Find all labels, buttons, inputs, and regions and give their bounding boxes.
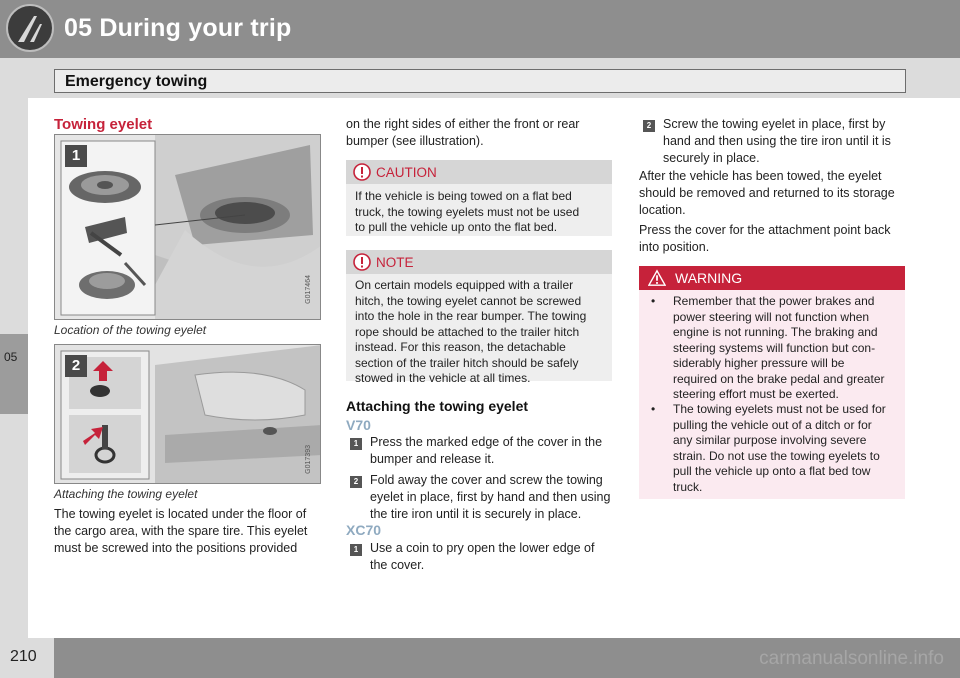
text-line: If the vehicle is being towed on a flat bed [355, 189, 572, 203]
press-cover-paragraph [639, 222, 911, 256]
after-towing-paragraph [639, 168, 911, 219]
bullet-dot-icon: • [651, 294, 656, 308]
figure-number-badge: 1 [65, 145, 87, 167]
text-line: Screw the towing eyelet in place, first by [663, 117, 886, 131]
text-line: power steering will not function when [673, 309, 870, 324]
figure-caption: Location of the towing eyelet [54, 323, 207, 337]
text-line: into position. [639, 240, 710, 254]
step-number-badge: 1 [350, 438, 362, 450]
text-line: the cargo area, with the spare tire. This eyelet [54, 524, 308, 538]
text-line: hitch, the towing eyelet cannot be screwed [355, 293, 582, 308]
warning-bullet [651, 294, 903, 403]
step-number-badge: 2 [350, 476, 362, 488]
text-line: rope should be attached to the trailer hitch [355, 324, 580, 339]
text-line: the tire iron until it is securely in place. [370, 507, 582, 521]
chapter-tab-number: 05 [4, 350, 18, 364]
text-line: engine is not running. The braking and [673, 325, 878, 339]
figure-code: G017393 [305, 445, 312, 474]
page-number: 210 [10, 648, 37, 665]
warning-bullet [651, 402, 903, 495]
xc70-step-1 [350, 540, 616, 574]
warning-box [639, 266, 905, 499]
text-line: After the vehicle has been towed, the eyelet [639, 169, 882, 183]
v70-step-2 [350, 472, 616, 523]
road-logo-icon [4, 2, 56, 54]
figure-code: G017464 [305, 275, 312, 304]
text-line: eyelet in place, first by hand and then using [370, 490, 611, 504]
section-title: Emergency towing [65, 73, 208, 90]
warning-header [639, 266, 905, 290]
note-text [355, 278, 610, 387]
text-line: Press the marked edge of the cover in the [370, 435, 603, 449]
chapter-title: 05 During your trip [64, 14, 292, 42]
figure-number-badge: 2 [65, 355, 87, 377]
xc70-step-2 [643, 116, 909, 167]
info-icon [353, 253, 371, 271]
text-line: Remember that the power brakes and [673, 294, 875, 308]
caution-text [355, 189, 610, 236]
header-bar [0, 0, 960, 58]
text-line: strain. Do not use the towing eyelets to [673, 448, 880, 463]
text-line: steering effort must be exerted. [673, 387, 839, 401]
text-line: should be removed and returned to its storage [639, 186, 895, 200]
text-line: any similar purpose involving severe [673, 433, 867, 447]
bullet-dot-icon: • [651, 402, 656, 416]
note-header [346, 250, 612, 274]
chapter-tab[interactable] [0, 334, 28, 414]
caution-box [346, 160, 612, 236]
step-number-badge: 1 [350, 544, 362, 556]
text-line: steering systems will function but con- [673, 340, 876, 355]
text-line: instead. For this reason, the detachable [355, 340, 566, 354]
intro-paragraph [346, 116, 616, 150]
figure-caption: Attaching the towing eyelet [54, 487, 198, 501]
model-label-v70: V70 [346, 417, 371, 433]
text-line: required on the brake pedal and greater [673, 371, 885, 386]
towing-eyelet-description [54, 506, 324, 557]
bumper-illustration [55, 345, 321, 484]
text-line: must be screwed into the positions provided [54, 541, 298, 555]
section-title-box [54, 69, 906, 93]
text-line: hand and then using the tire iron until it is [663, 134, 891, 148]
note-box [346, 250, 612, 385]
text-line: siderably higher pressure will be [673, 356, 845, 370]
towing-eyelet-heading: Towing eyelet [54, 116, 153, 133]
caution-header [346, 160, 612, 184]
v70-step-1 [350, 434, 616, 468]
text-line: bumper (see illustration). [346, 134, 484, 148]
text-line: Fold away the cover and screw the towing [370, 473, 603, 487]
figure-towing-eyelet-location [54, 134, 321, 320]
text-line: stowed in the vehicle at all times. [355, 371, 531, 385]
text-line: truck. [673, 479, 703, 494]
text-line: Use a coin to pry open the lower edge of [370, 541, 595, 555]
text-line: on the right sides of either the front or rear [346, 117, 580, 131]
figure-attaching-eyelet [54, 344, 321, 484]
text-line: into the hole in the rear bumper. The towing [355, 309, 587, 323]
text-line: the cover. [370, 558, 425, 572]
exclamation-icon [353, 163, 371, 181]
watermark: carmanualsonline.info [759, 648, 944, 669]
note-label: NOTE [376, 255, 414, 270]
text-line: to pull the vehicle up onto the flat bed. [355, 220, 558, 234]
caution-label: CAUTION [376, 165, 437, 180]
text-line: truck, the towing eyelets must not be used [355, 204, 580, 219]
text-line: section of the trailer hitch should be safely [355, 355, 579, 370]
text-line: bumper and release it. [370, 452, 495, 466]
text-line: pull the vehicle up onto a flat bed tow [673, 464, 871, 478]
model-label-xc70: XC70 [346, 522, 382, 538]
text-line: location. [639, 203, 686, 217]
warning-triangle-icon [648, 269, 666, 287]
warning-label: WARNING [675, 270, 743, 286]
text-line: The towing eyelets must not be used for [673, 402, 886, 416]
attaching-eyelet-heading: Attaching the towing eyelet [346, 398, 529, 414]
text-line: pulling the vehicle out of a ditch or for [673, 417, 872, 432]
cargo-area-illustration [55, 135, 321, 320]
step-number-badge: 2 [643, 120, 655, 132]
text-line: securely in place. [663, 151, 760, 165]
text-line: The towing eyelet is located under the floor of [54, 507, 307, 521]
text-line: Press the cover for the attachment point back [639, 223, 891, 237]
text-line: On certain models equipped with a trailer [355, 278, 574, 292]
